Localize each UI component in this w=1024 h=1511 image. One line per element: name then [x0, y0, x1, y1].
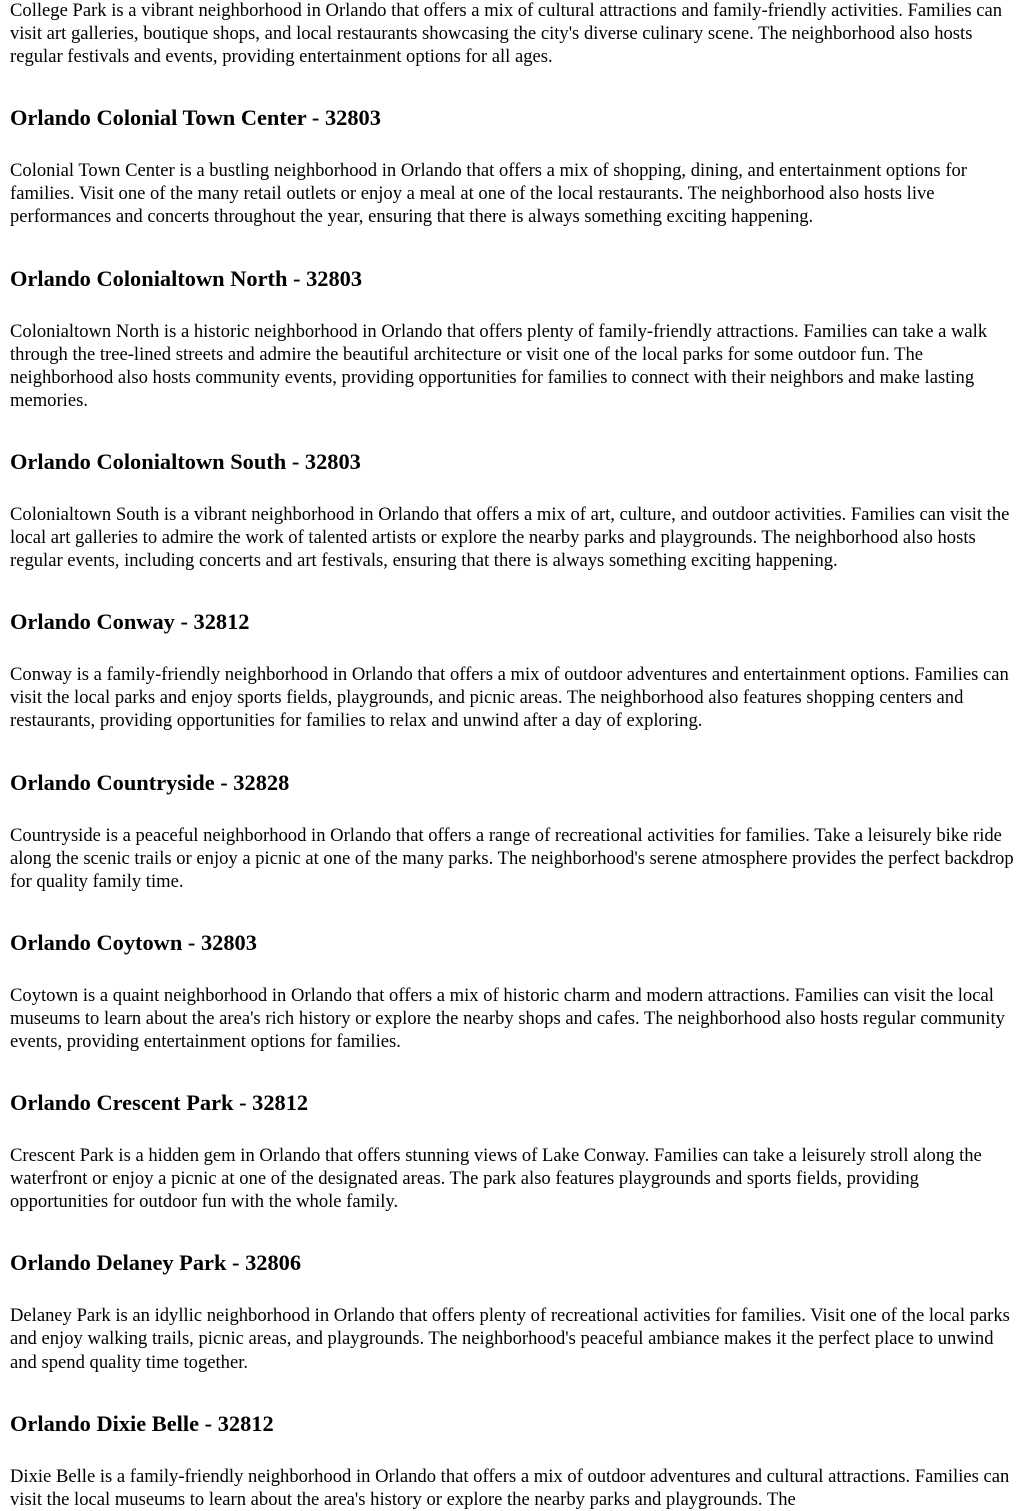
article-content [10, 0, 1014, 1511]
section-heading: Orlando Coytown - 32803 [10, 929, 257, 955]
section-heading: Orlando Conway - 32812 [10, 609, 250, 635]
section-countryside [10, 770, 1014, 893]
section-colonialtown-south [10, 449, 1014, 572]
section-paragraph: Delaney Park is an idyllic neighborhood in Orlando that offers plenty of recreational activities for families. Visit one of the local parks and enjoy walking trails, picnic areas, and playgrounds. The neighborhood's peaceful ambiance makes it the perfect place to unwind and spend quality time together. [10, 1305, 1010, 1373]
section-paragraph: Conway is a family-friendly neighborhood in Orlando that offers a mix of outdoor adventures and entertainment options. Families can visit the local parks and enjoy sports fields, playgrounds, and picnic areas. The neighborhood also features shopping centers and restaurants, providing opportunities for families to relax and unwind after a day of exploring. [10, 664, 1009, 732]
section-delaney-park [10, 1250, 1014, 1373]
section-paragraph: Crescent Park is a hidden gem in Orlando that offers stunning views of Lake Conway. Families can take a leisurely stroll along the waterfront or enjoy a picnic at one of the designated areas. The park also features playgrounds and sports fields, providing opportunities for outdoor fun with the whole family. [10, 1145, 982, 1213]
section-colonialtown-north [10, 266, 1014, 412]
section-paragraph: Colonialtown North is a historic neighborhood in Orlando that offers plenty of family-friendly attractions. Families can take a walk through the tree-lined streets and admire the beautiful architecture or visit one of the local parks for some outdoor fun. The neighborhood also hosts community events, providing opportunities for families to connect with their neighbors and make lasting memories. [10, 320, 988, 411]
section-heading: Orlando Countryside - 32828 [10, 769, 290, 795]
section-heading: Orlando Crescent Park - 32812 [10, 1090, 309, 1116]
section-heading: Orlando Colonialtown North - 32803 [10, 265, 363, 291]
section-colonial-town-center [10, 105, 1014, 228]
section-paragraph: Colonial Town Center is a bustling neighborhood in Orlando that offers a mix of shopping, dining, and entertainment options for families. Visit one of the many retail outlets or enjoy a meal at one of the local restaurants. The neighborhood also hosts live performances and concerts throughout the year, ensuring that there is always something exciting happening. [10, 160, 967, 228]
section-heading: Orlando Delaney Park - 32806 [10, 1250, 302, 1276]
section-paragraph: Coytown is a quaint neighborhood in Orlando that offers a mix of historic charm and modern attractions. Families can visit the local museums to learn about the area's rich history or explore the nearby shops and cafes. The neighborhood also hosts regular community events, providing entertainment options for families. [10, 984, 1005, 1052]
intro-paragraph: College Park is a vibrant neighborhood in Orlando that offers a mix of cultural attractions and family-friendly activities. Families can visit art galleries, boutique shops, and local restaurants showcasing the city's diverse culinary scene. The neighborhood also hosts regular festivals and events, providing entertainment options for all ages. [10, 0, 1003, 68]
section-paragraph: Countryside is a peaceful neighborhood in Orlando that offers a range of recreational activities for families. Take a leisurely bike ride along the scenic trails or enjoy a picnic at one of the many parks. The neighborhood's serene atmosphere provides the perfect backdrop for quality family time. [10, 824, 1014, 892]
section-conway [10, 609, 1014, 732]
section-heading: Orlando Colonial Town Center - 32803 [10, 105, 381, 131]
section-dixie-belle [10, 1411, 1014, 1511]
section-coytown [10, 930, 1014, 1053]
section-paragraph: Dixie Belle is a family-friendly neighborhood in Orlando that offers a mix of outdoor adventures and cultural attractions. Families can visit the local museums to learn about the area's history or explore the nearby parks and playgrounds. The [10, 1465, 1010, 1510]
section-paragraph: Colonialtown South is a vibrant neighborhood in Orlando that offers a mix of art, culture, and outdoor activities. Families can visit the local art galleries to admire the work of talented artists or explore the nearby parks and playgrounds. The neighborhood also hosts regular events, including concerts and art festivals, ensuring that there is always something exciting happening. [10, 503, 1010, 572]
section-heading: Orlando Dixie Belle - 32812 [10, 1410, 274, 1436]
section-heading: Orlando Colonialtown South - 32803 [10, 448, 361, 474]
section-crescent-park [10, 1090, 1014, 1213]
